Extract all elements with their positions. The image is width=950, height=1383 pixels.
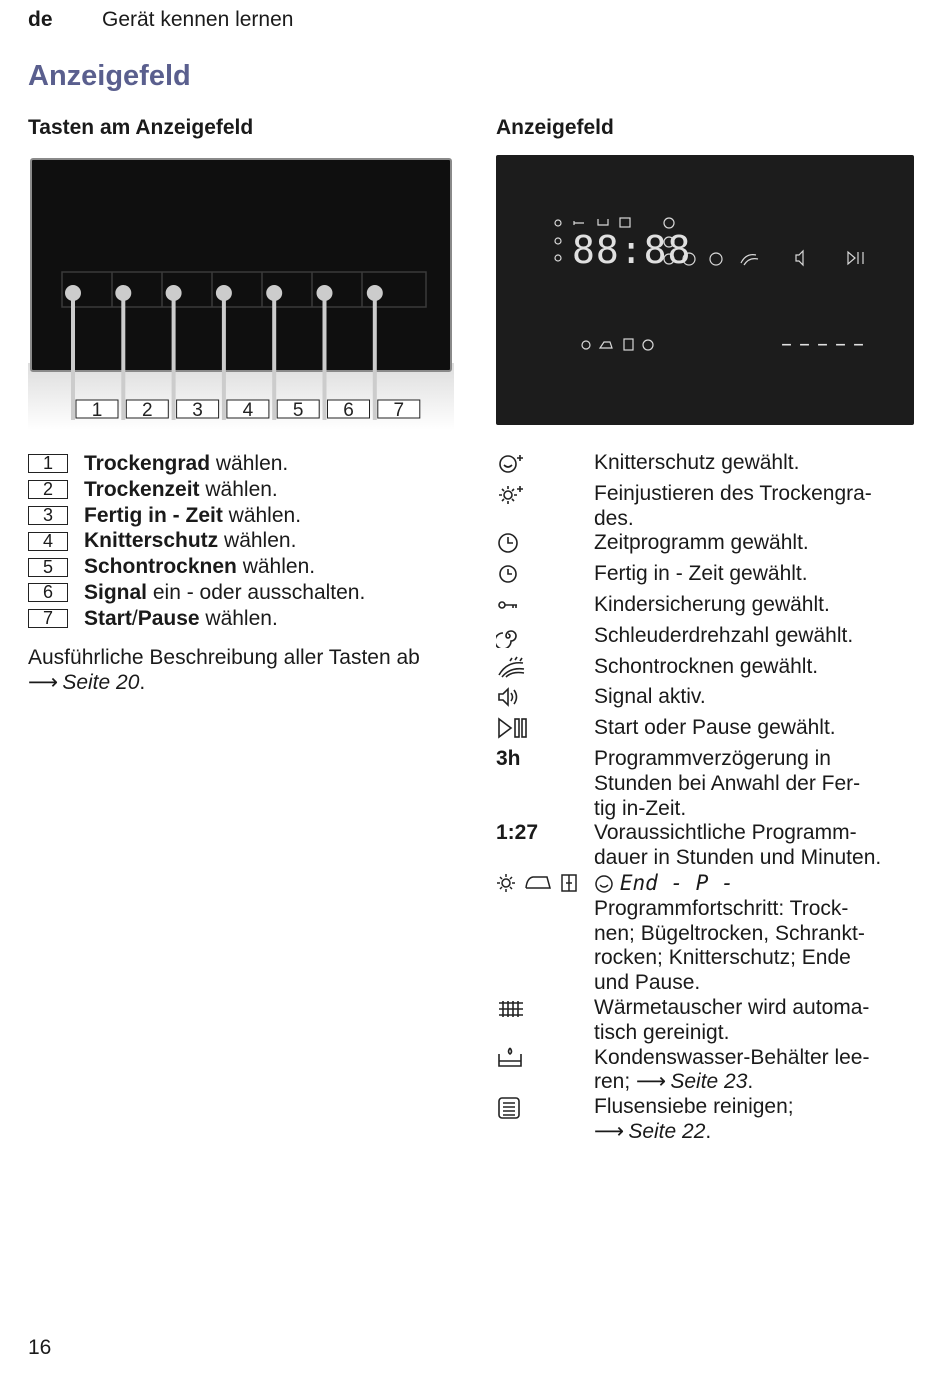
header-title: Gerät kennen lernen xyxy=(102,8,294,31)
key-icon xyxy=(496,593,594,624)
header-language: de xyxy=(28,8,53,31)
symbol-row xyxy=(496,996,926,1046)
symbol-text: 1:27 xyxy=(496,821,539,845)
symbol-description: Zeitprogramm gewählt. xyxy=(594,531,809,555)
number-box: 2 xyxy=(28,480,68,499)
pointer-dot xyxy=(369,287,381,299)
symbol-description: Kindersicherung gewählt. xyxy=(594,592,830,616)
symbol-row xyxy=(496,593,926,624)
arrow-icon: ⟶ xyxy=(636,1070,667,1094)
page-reference-link[interactable]: Seite 22 xyxy=(628,1119,706,1143)
symbol-row xyxy=(496,624,926,655)
symbol-row xyxy=(496,747,926,821)
number-box: 4 xyxy=(28,532,68,551)
button-description: Trockenzeit wählen. xyxy=(84,477,278,501)
button-number-label: 5 xyxy=(292,400,304,421)
display-digits: 88:88 xyxy=(572,228,692,272)
symbol-text: 3h xyxy=(496,746,521,770)
condenser-container-icon xyxy=(496,1046,594,1096)
symbol-description: End - P - Programmfortschritt: Trock- nen; Bügeltrocken, Schrankt- rocken; Knitterschutz; Ende und Pause. xyxy=(594,870,865,995)
spin-icon xyxy=(496,624,594,655)
fluff-filter-icon xyxy=(496,1095,594,1145)
arrow-icon: ⟶ xyxy=(594,1119,625,1143)
symbol-row xyxy=(496,451,926,482)
symbol-row xyxy=(496,655,926,686)
control-panel-figure xyxy=(28,155,454,430)
button-list-item xyxy=(28,451,365,477)
gentle-dry-icon xyxy=(496,655,594,686)
button-description: Schontrocknen wählen. xyxy=(84,555,316,579)
number-box: 3 xyxy=(28,506,68,525)
display-figure xyxy=(496,155,914,425)
symbol-description: Signal aktiv. xyxy=(594,685,706,709)
symbol-table xyxy=(496,451,926,1145)
page-number: 16 xyxy=(28,1336,52,1359)
display-dashes: – – – – – xyxy=(781,332,864,357)
button-number-label: 2 xyxy=(142,400,153,421)
symbol-description: Flusensiebe reinigen; ⟶ Seite 22. xyxy=(594,1095,794,1143)
speaker-icon xyxy=(496,685,594,716)
symbol-description: Kondenswasser-Behälter lee- ren; ⟶ Seite 23. xyxy=(594,1045,870,1094)
symbol-row xyxy=(496,821,926,871)
clock-icon xyxy=(496,531,594,562)
button-number-label: 1 xyxy=(91,400,103,421)
pointer-dot xyxy=(117,287,129,299)
button-list-item xyxy=(28,477,365,503)
button-number-label: 4 xyxy=(242,400,254,421)
button-list-item xyxy=(28,580,365,606)
symbol-row xyxy=(496,716,926,747)
page-reference-link[interactable]: Seite 20 xyxy=(62,670,140,694)
number-box: 7 xyxy=(28,609,68,628)
sun-plus-icon xyxy=(496,482,594,532)
button-list-item xyxy=(28,554,365,580)
number-box: 1 xyxy=(28,454,68,473)
left-heading: Tasten am Anzeigefeld xyxy=(28,116,254,139)
detail-note: Ausführliche Beschreibung aller Tasten ab ⟶ Seite 20. xyxy=(28,646,420,694)
right-heading: Anzeigefeld xyxy=(496,116,614,139)
pointer-dot xyxy=(319,287,331,299)
page-reference-link[interactable]: Seite 23 xyxy=(670,1070,748,1094)
symbol-description: Voraussichtliche Programm- dauer in Stunden und Minuten. xyxy=(594,821,882,870)
progress-codes: End - P - xyxy=(619,870,734,895)
symbol-row xyxy=(496,562,926,593)
play-pause-icon xyxy=(496,716,594,747)
anticrease-plus-icon xyxy=(496,451,594,482)
symbol-row xyxy=(496,685,926,716)
symbol-row xyxy=(496,1046,926,1096)
symbol-description: Knitterschutz gewählt. xyxy=(594,451,800,474)
page-title: Anzeigefeld xyxy=(28,60,191,92)
symbol-description: Feinjustieren des Trockengra- des. xyxy=(594,481,872,530)
button-list xyxy=(28,451,365,632)
clock-small-icon xyxy=(496,562,594,593)
pointer-dot xyxy=(168,287,180,299)
symbol-row xyxy=(496,531,926,562)
symbol-row xyxy=(496,871,926,996)
arrow-icon: ⟶ xyxy=(28,670,59,694)
button-number-label: 6 xyxy=(343,400,354,421)
symbol-description: Wärmetauscher wird automa- tisch gereinigt. xyxy=(594,995,870,1044)
button-number-label: 3 xyxy=(192,400,203,421)
symbol-description: Schontrocknen gewählt. xyxy=(594,654,819,678)
heat-exchanger-icon xyxy=(496,996,594,1046)
pointer-dot xyxy=(67,287,79,299)
symbol-description: Start oder Pause gewählt. xyxy=(594,716,836,740)
button-description: Trockengrad wählen. xyxy=(84,452,289,475)
pointer-dot xyxy=(268,287,280,299)
symbol-description: Fertig in - Zeit gewählt. xyxy=(594,562,808,586)
symbol-row xyxy=(496,1095,926,1145)
number-box: 6 xyxy=(28,583,68,602)
button-description: Signal ein - oder ausschalten. xyxy=(84,580,366,604)
symbol-description: Schleuderdrehzahl gewählt. xyxy=(594,623,854,647)
number-box: 5 xyxy=(28,558,68,577)
note-text: Ausführliche Beschreibung aller Tasten ab xyxy=(28,646,420,669)
button-description: Fertig in - Zeit wählen. xyxy=(84,503,302,527)
button-description: Start/Pause wählen. xyxy=(84,606,278,630)
button-number-label: 7 xyxy=(393,400,405,421)
button-list-item xyxy=(28,503,365,529)
button-list-item xyxy=(28,606,365,632)
button-description: Knitterschutz wählen. xyxy=(84,529,297,553)
progress-icons-graphic xyxy=(496,871,592,895)
button-list-item xyxy=(28,528,365,554)
symbol-row xyxy=(496,482,926,532)
pointer-dot xyxy=(218,287,230,299)
symbol-description: Programmverzögerung in Stunden bei Anwahl der Fer- tig in-Zeit. xyxy=(594,746,861,820)
progress-icons xyxy=(496,871,594,902)
